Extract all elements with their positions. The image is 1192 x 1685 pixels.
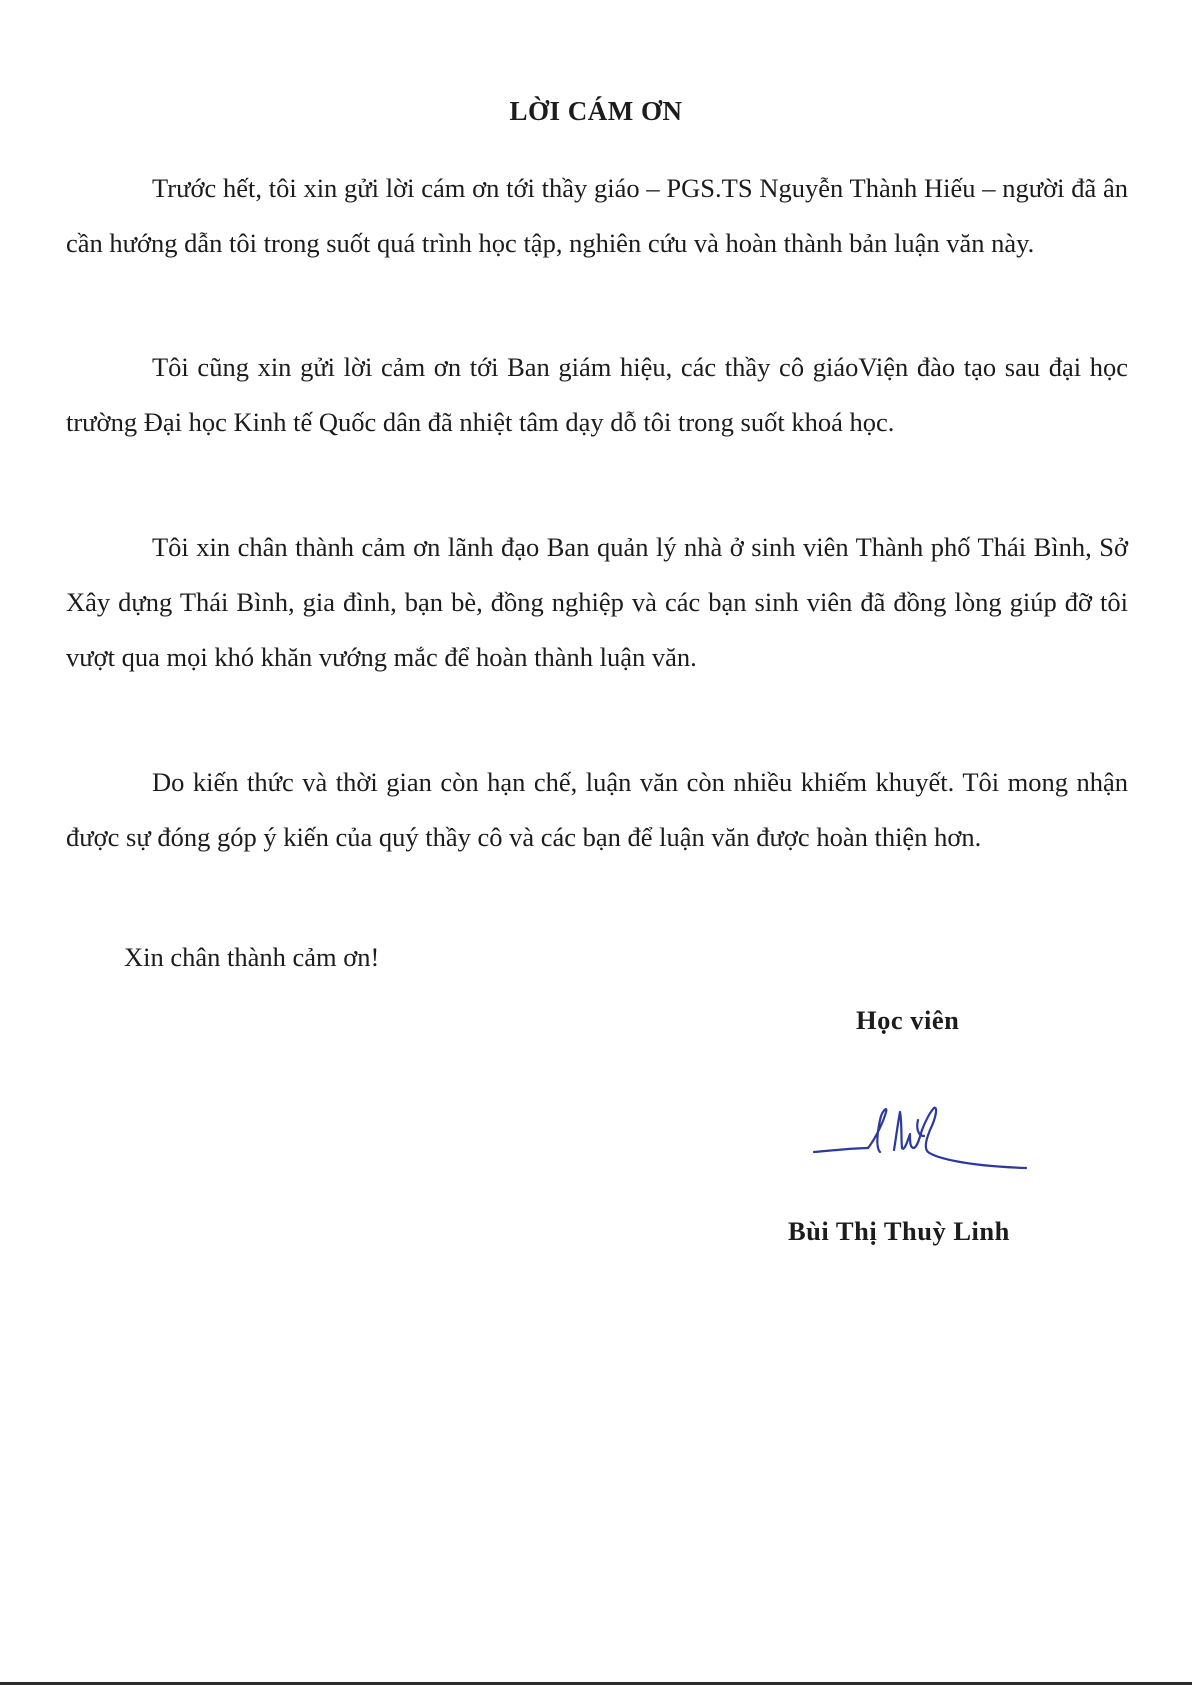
paragraph-thanks-others: Tôi xin chân thành cảm ơn lãnh đạo Ban quản lý nhà ở sinh viên Thành phố Thái Bình, Sở Xây dựng Thái Bình, gia đình, bạn bè, đồng nghiệp và các bạn sinh viên đã đồng lòng giúp đỡ tôi vượt qua mọi khó khăn vướng mắc để hoàn thành luận văn. — [66, 532, 1128, 672]
signer-name: Bùi Thị Thuỳ Linh — [788, 1216, 1010, 1246]
signer-role: Học viên — [856, 1005, 960, 1035]
closing-line: Xin chân thành cảm ơn! — [124, 942, 380, 972]
handwritten-signature — [806, 1090, 1046, 1180]
paragraph-thanks-supervisor: Trước hết, tôi xin gửi lời cám ơn tới thầy giáo – PGS.TS Nguyễn Thành Hiếu – người đã ân cần hướng dẫn tôi trong suốt quá trình học tập, nghiên cứu và hoàn thành bản luận văn này. — [66, 173, 1128, 258]
document-title: LỜI CÁM ƠN — [509, 96, 683, 126]
paragraph-limitations: Do kiến thức và thời gian còn hạn chế, luận văn còn nhiều khiếm khuyết. Tôi mong nhận được sự đóng góp ý kiến của quý thầy cô và các bạn để luận văn được hoàn thiện hơn. — [66, 767, 1128, 852]
paragraph-thanks-faculty: Tôi cũng xin gửi lời cảm ơn tới Ban giám hiệu, các thầy cô giáoViện đào tạo sau đại học trường Đại học Kinh tế Quốc dân đã nhiệt tâm dạy dỗ tôi trong suốt khoá học. — [66, 352, 1128, 437]
